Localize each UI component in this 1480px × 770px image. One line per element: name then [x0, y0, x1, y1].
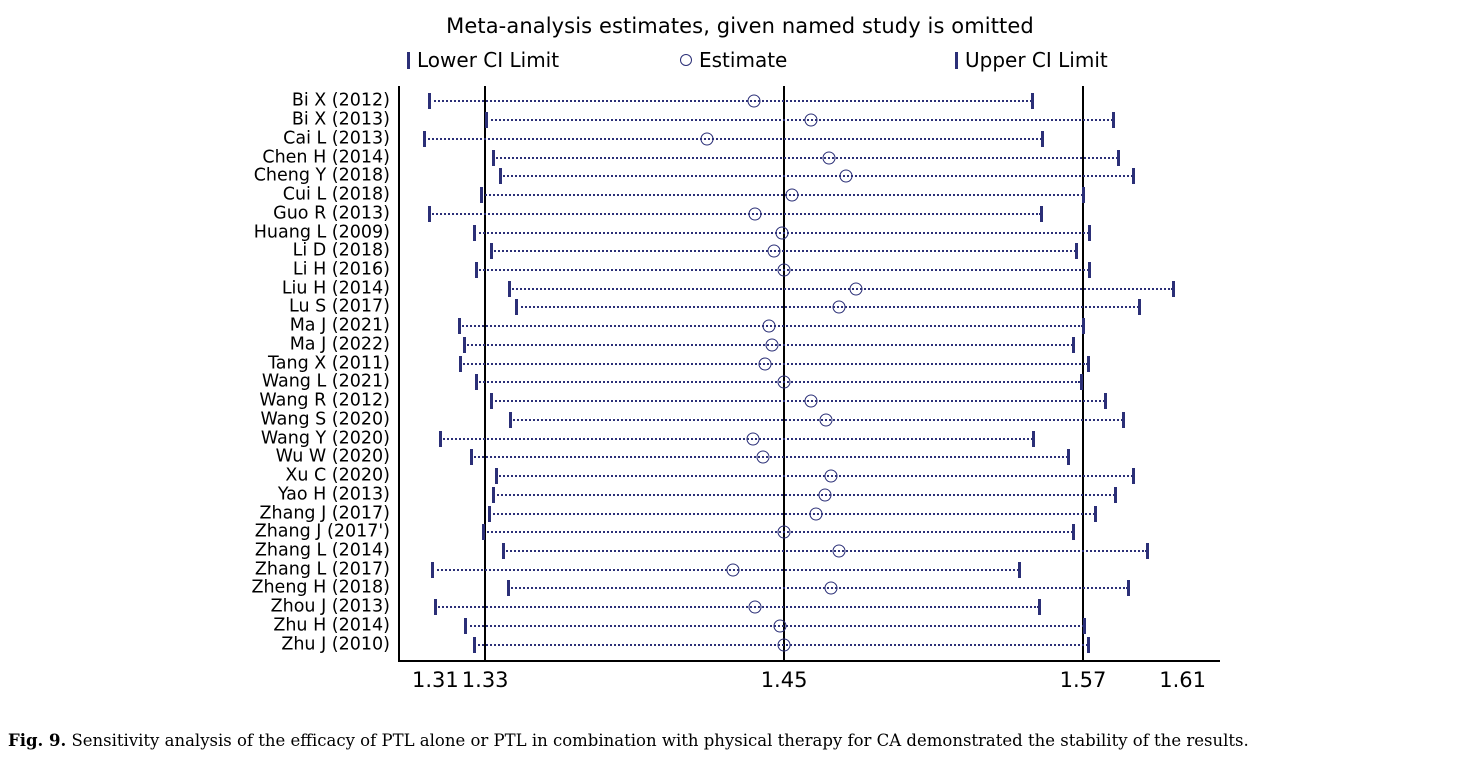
legend-item-lower-ci	[407, 48, 559, 72]
upper-ci-marker	[1117, 150, 1120, 166]
estimate-marker	[748, 95, 761, 108]
x-tick-label: 1.57	[1059, 668, 1107, 692]
study-label: Cui L (2018)	[282, 184, 390, 205]
lower-ci-marker	[480, 187, 483, 203]
estimate-marker	[775, 226, 788, 239]
lower-ci-marker	[431, 562, 434, 578]
study-label: Li D (2018)	[292, 240, 390, 261]
study-row	[273, 203, 1220, 224]
lower-ci-marker	[492, 150, 495, 166]
lower-ci-marker	[473, 637, 476, 653]
estimate-marker	[778, 376, 791, 389]
ci-line	[471, 456, 1068, 458]
study-label: Bi X (2013)	[291, 109, 390, 130]
upper-ci-marker	[1072, 337, 1075, 353]
ci-line	[508, 587, 1128, 589]
ci-line	[481, 194, 1083, 196]
study-label: Zheng H (2018)	[251, 577, 390, 598]
upper-ci-marker	[1082, 187, 1085, 203]
upper-ci-marker	[1104, 393, 1107, 409]
estimate-marker	[763, 320, 776, 333]
ci-line	[460, 363, 1088, 365]
study-row	[291, 109, 1220, 130]
estimate-marker	[832, 301, 845, 314]
study-label: Zhou J (2013)	[270, 596, 390, 617]
legend-item-estimate	[680, 48, 787, 72]
study-row	[253, 165, 1220, 186]
lower-ci-marker	[507, 580, 510, 596]
ci-line	[516, 306, 1139, 308]
estimate-marker	[805, 114, 818, 127]
x-tick-label: 1.31	[411, 668, 459, 692]
estimate-marker	[774, 619, 787, 632]
x-tick-label: 1.33	[461, 668, 509, 692]
legend-item-upper-ci	[955, 48, 1108, 72]
study-label: Cheng Y (2018)	[253, 165, 390, 186]
estimate-marker	[840, 170, 853, 183]
study-row	[254, 558, 1220, 580]
estimate-marker	[778, 263, 791, 276]
upper-ci-marker	[1032, 431, 1035, 447]
estimate-marker	[822, 151, 835, 164]
ci-line	[500, 175, 1133, 177]
study-label: Zhu H (2014)	[273, 615, 390, 636]
lower-ci-marker	[428, 93, 431, 109]
upper-ci-marker	[1122, 412, 1125, 428]
ci-line	[491, 400, 1105, 402]
study-label: Zhu J (2010)	[281, 633, 390, 654]
lower-ci-marker	[439, 431, 442, 447]
estimate-marker	[749, 601, 762, 614]
study-row	[273, 615, 1220, 636]
estimate-marker	[778, 526, 791, 539]
legend-label-lower-ci: Lower CI Limit	[417, 48, 560, 72]
study-label: Wu W (2020)	[275, 446, 390, 467]
caption-text: Sensitivity analysis of the efficacy of PTL alone or PTL in combination with physical therapy for CA demonstrated the stability of the results.	[71, 731, 1249, 750]
upper-ci-marker	[1083, 618, 1086, 634]
lower-ci-marker	[485, 112, 488, 128]
study-label: Guo R (2013)	[273, 203, 390, 224]
circle-marker-icon	[680, 54, 692, 66]
estimate-marker	[819, 488, 832, 501]
study-row	[260, 427, 1220, 449]
figure-caption	[8, 730, 1472, 752]
lower-ci-marker	[428, 206, 431, 222]
lower-ci-marker	[502, 543, 505, 559]
estimate-marker	[850, 282, 863, 295]
study-label: Yao H (2013)	[277, 484, 390, 505]
study-label: Chen H (2014)	[262, 146, 390, 167]
ci-line	[489, 513, 1096, 515]
upper-ci-marker	[1172, 281, 1175, 297]
estimate-marker	[756, 451, 769, 464]
study-row	[267, 352, 1220, 374]
ci-line	[435, 606, 1039, 608]
caption-label: Fig. 9.	[8, 731, 67, 750]
study-label: Li H (2016)	[292, 259, 390, 280]
tick-marker-icon	[955, 52, 958, 69]
upper-ci-marker	[1072, 524, 1075, 540]
study-label: Zhang J (2017)	[259, 502, 390, 523]
study-row	[282, 184, 1220, 205]
ci-line	[496, 475, 1132, 477]
study-label: Zhang L (2017)	[254, 558, 390, 579]
estimate-marker	[825, 470, 838, 483]
estimate-marker	[759, 357, 772, 370]
upper-ci-marker	[1112, 112, 1115, 128]
lower-ci-marker	[492, 487, 495, 503]
x-tick-label: 1.61	[1159, 668, 1207, 692]
study-row	[281, 277, 1220, 299]
study-row	[259, 502, 1220, 524]
x-tick-label: 1.45	[760, 668, 808, 692]
estimate-marker	[810, 507, 823, 520]
ci-line	[493, 157, 1118, 159]
lower-ci-marker	[463, 337, 466, 353]
study-row	[275, 446, 1220, 467]
study-row	[259, 390, 1220, 411]
upper-ci-marker	[1132, 168, 1135, 184]
estimate-marker	[778, 638, 791, 651]
lower-ci-marker	[499, 168, 502, 184]
lower-ci-marker	[475, 262, 478, 278]
estimate-marker	[768, 245, 781, 258]
study-label: Zhang L (2014)	[254, 540, 390, 561]
lower-ci-marker	[475, 374, 478, 390]
study-label: Ma J (2021)	[289, 315, 390, 336]
lower-ci-marker	[423, 131, 426, 147]
upper-ci-marker	[1041, 131, 1044, 147]
estimate-marker	[765, 338, 778, 351]
study-label: Wang Y (2020)	[260, 427, 390, 448]
study-label: Huang L (2009)	[253, 221, 390, 242]
ci-line	[509, 288, 1173, 290]
chart-title: Meta-analysis estimates, given named study is omitted	[446, 14, 1034, 38]
lower-ci-marker	[490, 243, 493, 259]
study-row	[292, 259, 1220, 280]
study-label: Wang R (2012)	[259, 390, 390, 411]
plot-area	[251, 86, 1220, 662]
legend-label-estimate: Estimate	[699, 48, 788, 72]
lower-ci-marker	[458, 318, 461, 334]
study-row	[261, 371, 1220, 392]
upper-ci-marker	[1018, 562, 1021, 578]
study-label: Wang L (2021)	[261, 371, 390, 392]
upper-ci-marker	[1088, 225, 1091, 241]
upper-ci-marker	[1114, 487, 1117, 503]
lower-ci-marker	[473, 225, 476, 241]
ci-line	[424, 138, 1042, 140]
study-row	[289, 296, 1220, 317]
study-row	[291, 90, 1220, 111]
study-label: Tang X (2011)	[267, 352, 390, 373]
estimate-marker	[785, 189, 798, 202]
estimate-marker	[727, 563, 740, 576]
ci-line	[491, 250, 1075, 252]
lower-ci-marker	[488, 506, 491, 522]
upper-ci-marker	[1094, 506, 1097, 522]
study-label: Wang S (2020)	[260, 409, 390, 430]
ci-line	[503, 550, 1147, 552]
study-row	[283, 128, 1220, 149]
upper-ci-marker	[1138, 299, 1141, 315]
lower-ci-marker	[482, 524, 485, 540]
ci-line	[429, 213, 1041, 215]
upper-ci-marker	[1087, 637, 1090, 653]
upper-ci-marker	[1127, 580, 1130, 596]
upper-ci-marker	[1075, 243, 1078, 259]
study-row	[289, 315, 1220, 336]
study-row	[270, 596, 1220, 617]
lower-ci-marker	[459, 356, 462, 372]
lower-ci-marker	[434, 599, 437, 615]
study-row	[292, 240, 1220, 261]
estimate-marker	[825, 582, 838, 595]
estimate-marker	[805, 395, 818, 408]
estimate-marker	[832, 544, 845, 557]
study-label: Cai L (2013)	[283, 128, 390, 149]
lower-ci-marker	[508, 281, 511, 297]
lower-ci-marker	[495, 468, 498, 484]
study-row	[254, 540, 1220, 561]
ci-line	[440, 438, 1033, 440]
legend-label-upper-ci: Upper CI Limit	[965, 48, 1108, 72]
study-label: Bi X (2012)	[291, 90, 390, 111]
upper-ci-marker	[1087, 356, 1090, 372]
estimate-marker	[749, 207, 762, 220]
estimate-marker	[746, 432, 759, 445]
upper-ci-marker	[1088, 262, 1091, 278]
upper-ci-marker	[1080, 374, 1083, 390]
upper-ci-marker	[1082, 318, 1085, 334]
study-label: Lu S (2017)	[289, 296, 390, 317]
study-label: Zhang J (2017')	[254, 521, 390, 542]
study-row	[281, 633, 1220, 655]
lower-ci-marker	[490, 393, 493, 409]
ci-line	[486, 119, 1112, 121]
chart-legend	[395, 48, 1225, 76]
upper-ci-marker	[1038, 599, 1041, 615]
lower-ci-marker	[515, 299, 518, 315]
study-label: Xu C (2020)	[285, 465, 390, 486]
upper-ci-marker	[1132, 468, 1135, 484]
study-row	[277, 484, 1220, 505]
upper-ci-marker	[1031, 93, 1034, 109]
lower-ci-marker	[464, 618, 467, 634]
x-axis-line	[398, 660, 1220, 662]
study-label: Liu H (2014)	[281, 277, 390, 298]
study-row	[262, 146, 1220, 168]
study-label: Ma J (2022)	[289, 334, 390, 355]
ci-line	[493, 494, 1116, 496]
study-row	[289, 334, 1220, 355]
lower-ci-marker	[470, 449, 473, 465]
estimate-marker	[820, 413, 833, 426]
study-row	[254, 521, 1220, 542]
ci-line	[510, 419, 1123, 421]
upper-ci-marker	[1040, 206, 1043, 222]
study-row	[253, 221, 1220, 243]
tick-marker-icon	[407, 52, 410, 69]
upper-ci-marker	[1067, 449, 1070, 465]
study-row	[260, 409, 1220, 430]
lower-ci-marker	[509, 412, 512, 428]
study-row	[285, 465, 1220, 486]
ci-line	[429, 100, 1032, 102]
study-row	[251, 577, 1220, 598]
upper-ci-marker	[1146, 543, 1149, 559]
estimate-marker	[700, 132, 713, 145]
